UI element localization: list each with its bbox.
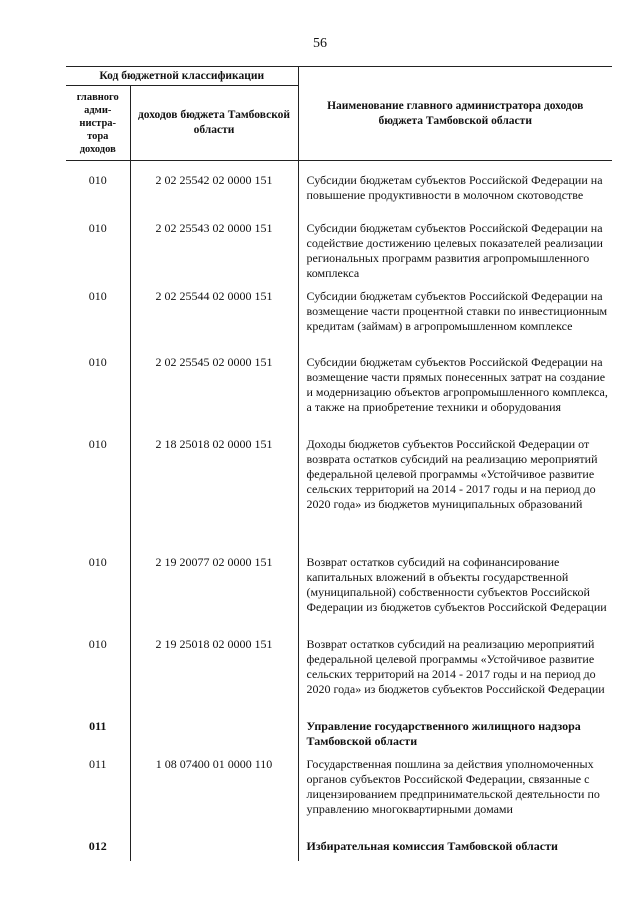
administrator-name-cell: Избирательная комиссия Тамбовской области (306, 838, 558, 853)
administrator-code-cell: 010 (66, 347, 130, 429)
administrator-name-cell: Возврат остатков субсидий на реализацию мероприятий федеральной целевой программы «Устойчивое развитие сельских территорий на 2014 - 2017 годы и на период до 2020 года» из бюджетов субъектов Российской Федерации (306, 636, 605, 696)
administrator-code-cell: 011 (66, 711, 130, 749)
administrator-name-cell: Возврат остатков субсидий на софинансирование капитальных вложений в объекты государственной (муниципальной) собственности субъектов Российской Федерации из бюджетов субъектов Российской Федерации (306, 554, 607, 614)
revenue-code-cell: 2 02 25545 02 0000 151 (130, 347, 298, 429)
revenue-code-cell: 2 02 25542 02 0000 151 (130, 161, 298, 213)
table-row (66, 749, 612, 831)
administrator-code-cell: 010 (66, 161, 130, 213)
table-row (66, 711, 612, 749)
page-number: 56 (313, 36, 327, 51)
revenue-code-cell: 2 19 20077 02 0000 151 (130, 547, 298, 629)
header-administrator-name: Наименование главного администратора доходов бюджета Тамбовской области (298, 67, 612, 161)
administrator-code-cell: 010 (66, 629, 130, 711)
revenue-code-cell (130, 831, 298, 861)
administrator-name-cell: Субсидии бюджетам субъектов Российской Федерации на повышение продуктивности в молочном скотоводстве (306, 173, 603, 202)
administrator-code-cell: 010 (66, 547, 130, 629)
table-row (66, 161, 612, 213)
revenue-code-cell: 1 08 07400 01 0000 110 (130, 749, 298, 831)
header-main-administrator: главного адми-нистра-тора доходов (66, 86, 130, 161)
revenue-code-cell: 2 02 25544 02 0000 151 (130, 281, 298, 347)
administrator-name-cell: Государственная пошлина за действия уполномоченных органов субъектов Российской Федерации, связанные с лицензированием предпринимательской деятельности по управлению многоквартирными домами (306, 756, 600, 816)
table-row (66, 213, 612, 281)
administrator-name-cell: Субсидии бюджетам субъектов Российской Федерации на содействие достижению целевых показателей реализации региональных программ развития агропромышленного комплекса (306, 220, 603, 280)
budget-classification-table (66, 66, 612, 861)
administrator-code-cell: 012 (66, 831, 130, 861)
revenue-code-cell: 2 18 25018 02 0000 151 (130, 429, 298, 547)
administrator-code-cell: 010 (66, 213, 130, 281)
revenue-code-cell: 2 19 25018 02 0000 151 (130, 629, 298, 711)
header-revenue-code: доходов бюджета Тамбовской области (130, 86, 298, 161)
administrator-name-cell: Субсидии бюджетам субъектов Российской Федерации на возмещение части процентной ставки по инвестиционным кредитам (займам) в агропромышленном комплексе (306, 288, 608, 333)
administrator-name-cell: Субсидии бюджетам субъектов Российской Федерации на возмещение части прямых понесенных затрат на создание и модернизацию объектов агропромышленного комплекса, а также на приобретение техники и оборудования (306, 354, 608, 414)
administrator-code-cell: 011 (66, 749, 130, 831)
table-row (66, 547, 612, 629)
table-row (66, 281, 612, 347)
administrator-name-cell: Доходы бюджетов субъектов Российской Федерации от возврата остатков субсидий на реализацию мероприятий федеральной целевой программы «Устойчивое развитие сельских территорий на 2014 - 2017 годы и на период до 2020 года» из бюджетов муниципальных образований (306, 436, 598, 511)
administrator-code-cell: 010 (66, 281, 130, 347)
table-row (66, 831, 612, 861)
table-row (66, 429, 612, 547)
table-row (66, 629, 612, 711)
revenue-code-cell: 2 02 25543 02 0000 151 (130, 213, 298, 281)
administrator-code-cell: 010 (66, 429, 130, 547)
revenue-code-cell (130, 711, 298, 749)
table-row (66, 347, 612, 429)
header-budget-classification-code: Код бюджетной классификации (66, 67, 298, 86)
administrator-name-cell: Управление государственного жилищного надзора Тамбовской области (306, 718, 581, 748)
